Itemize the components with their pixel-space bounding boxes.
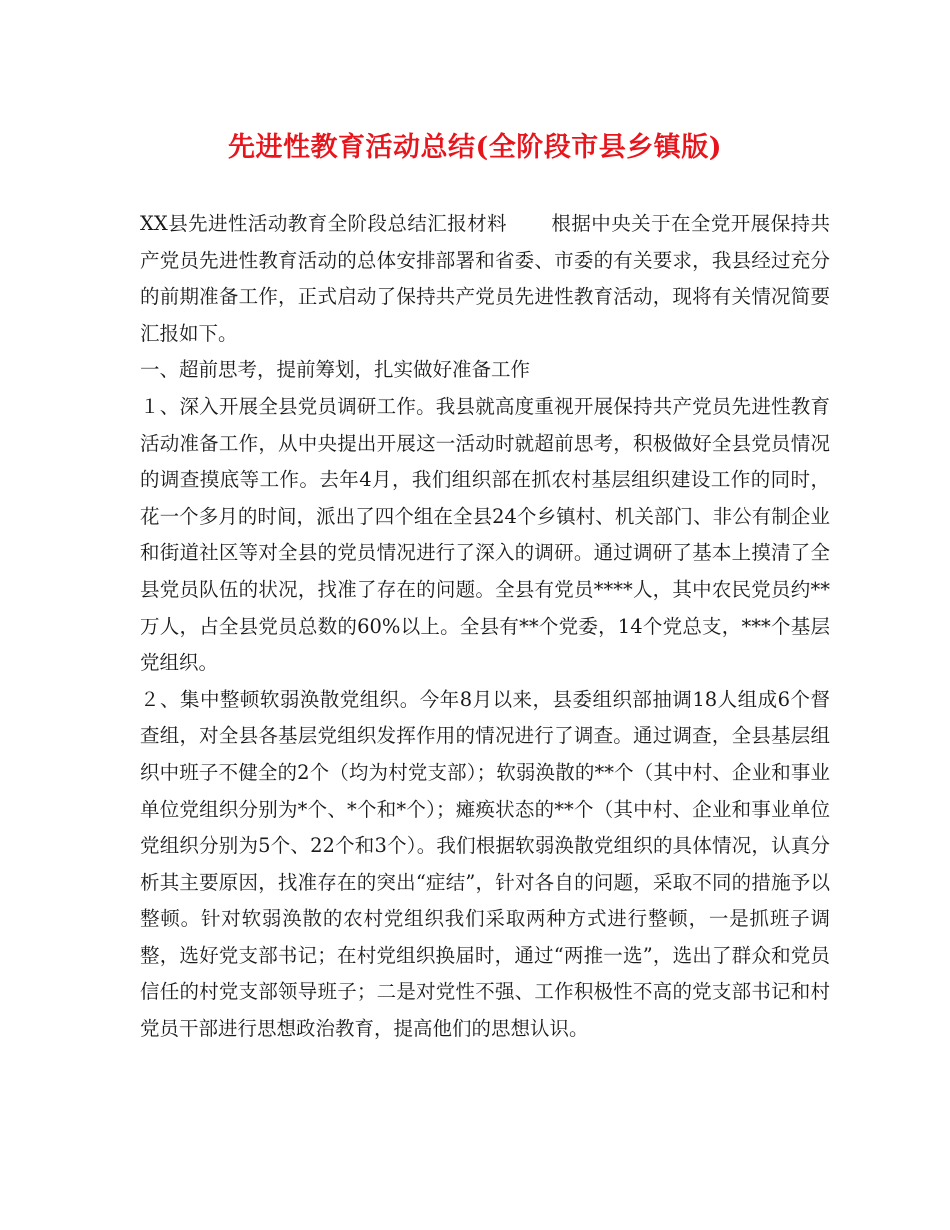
section-heading: 一、超前思考，提前筹划，扎实做好准备工作 (140, 358, 531, 382)
document-title: 先进性教育活动总结(全阶段市县乡镇版) (227, 132, 723, 163)
paragraph-item-1: １、深入开展全县党员调研工作。我县就高度重视开展保持共产党员先进性教育活动准备工作，从中央提出开展这一活动时就超前思考，积极做好全县党员情况的调查摸底等工作。去年4月，我们组织部在抓农村基层组织建设工作的同时，花一个多月的时间，派出了四个组在全县24个乡镇村、机关部门、非公有制企业和街道社区等对全县的党员情况进行了深入的调研。通过调研了基本上摸清了全县党员队伍的状况，找准了存在的问题。全县有党员****人，其中农民党员约**万人，占全县党员总数的60%以上。全县有**个党委，14个党总支，***个基层党组织。 (140, 394, 830, 675)
intro-paragraph (140, 206, 830, 352)
intro-text: 根据中央关于在全党开展保持共产党员先进性教育活动的总体安排部署和省委、市委的有关要求，我县经过充分的前期准备工作，正式启动了保持共产党员先进性教育活动，现将有关情况简要汇报如下。 (140, 212, 830, 345)
document-body (140, 206, 830, 1048)
paragraph-item-2: ２、集中整顿软弱涣散党组织。今年8月以来，县委组织部抽调18人组成6个督查组，对全县各基层党组织发挥作用的情况进行了调查。通过调查，全县基层组织中班子不健全的2个（均为村党支部）；软弱涣散的**个（其中村、企业和事业单位党组织分别为*个、*个和*个）；瘫痪状态的**个（其中村、企业和事业单位党组织分别为5个、22个和3个）。我们根据软弱涣散党组织的具体情况，认真分析其主要原因，找准存在的突出“症结”，针对各自的问题，采取不同的措施予以整顿。针对软弱涣散的农村党组织我们采取两种方式进行整顿，一是抓班子调整，选好党支部书记；在村党组织换届时，通过“两推一选”，选出了群众和党员信任的村党支部领导班子；二是对党性不强、工作积极性不高的党支部书记和村党员干部进行思想政治教育，提高他们的思想认识。 (140, 687, 830, 1041)
intro-heading: XX县先进性活动教育全阶段总结汇报材料 (140, 212, 507, 235)
